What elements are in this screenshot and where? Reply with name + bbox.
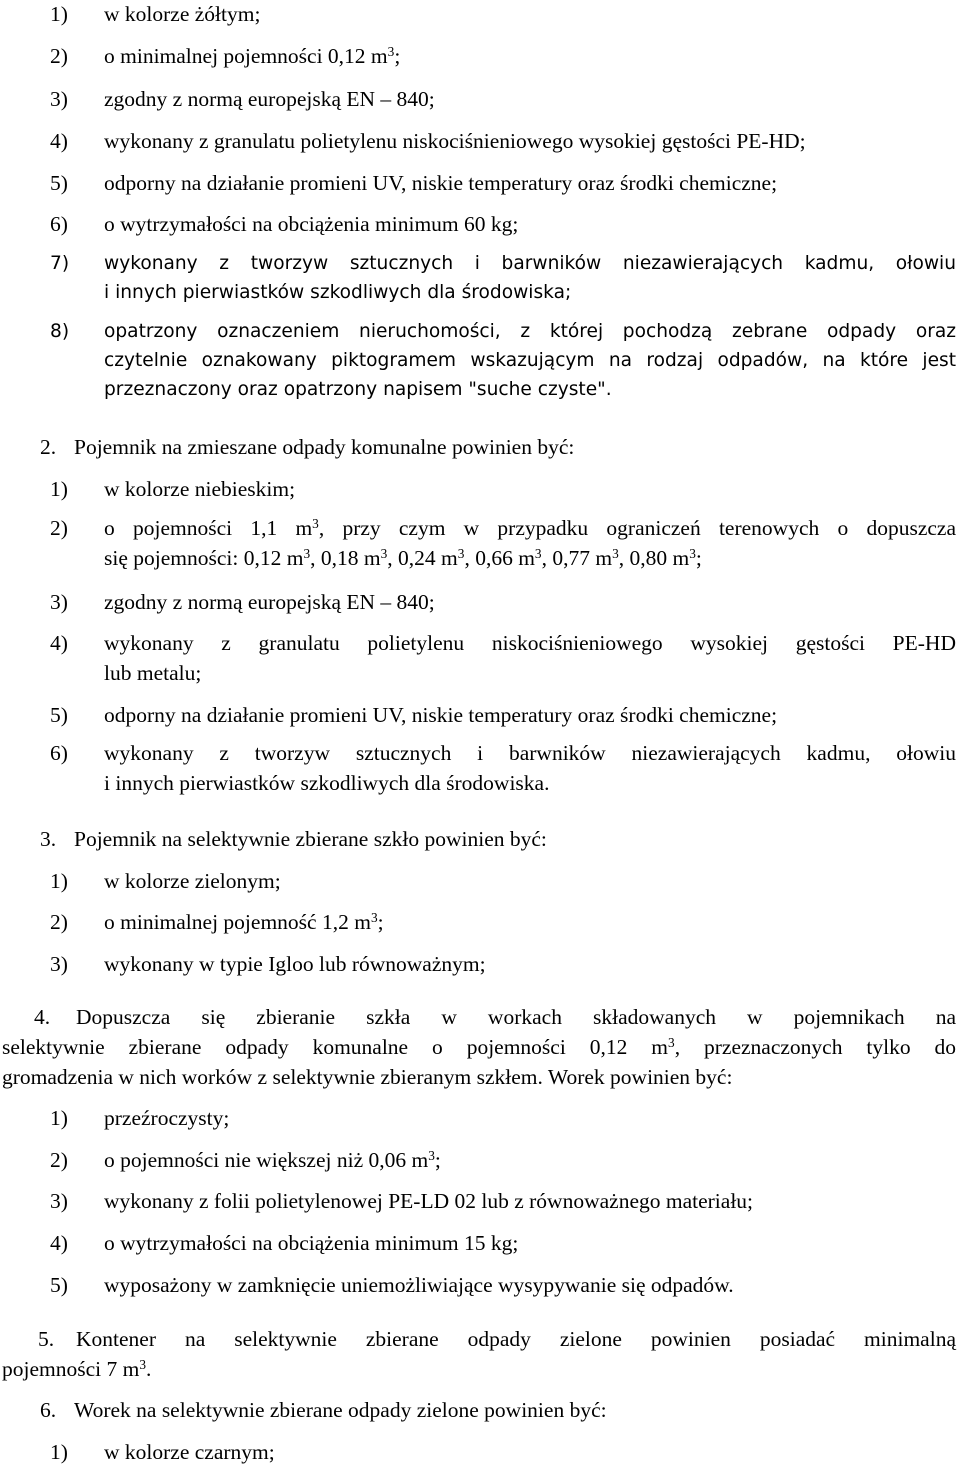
list-item-number: 3) [50, 590, 68, 614]
list-item-number: 6) [50, 741, 68, 765]
section-number: 3. [40, 827, 57, 851]
list-item-number: 6) [50, 212, 68, 236]
list-item-number: 5) [50, 703, 68, 727]
list-item-text: w kolorze niebieskim; [104, 477, 296, 501]
list-item-text-continued: przeznaczony oraz opatrzony napisem "suche czyste". [104, 379, 612, 400]
list-item-number: 3) [50, 87, 68, 111]
section-paragraph: Kontener na selektywnie zbierane odpady zielone powinien posiadać minimalną [76, 1327, 956, 1351]
list-item-text: w kolorze czarnym; [104, 1440, 275, 1464]
list-item-number: 1) [50, 1106, 68, 1130]
section-number: 2. [40, 435, 57, 459]
section-paragraph-continued: pojemności 7 $m^3$. [2, 1356, 152, 1381]
list-item-number: 7) [50, 253, 70, 274]
list-item-number: 1) [50, 1440, 68, 1464]
section-heading: Pojemnik na selektywnie zbierane szkło powinien być: [74, 827, 547, 851]
list-item-number: 2) [50, 516, 68, 540]
list-item-text-continued: czytelnie oznakowany piktogramem wskazującym na rodzaj odpadów, na które jest [104, 350, 956, 371]
list-item-text: odporny na działanie promieni UV, niskie temperatury oraz środki chemiczne; [104, 703, 778, 727]
list-item-text: wykonany z tworzyw sztucznych i barwników niezawierających kadmu, ołowiu [104, 253, 956, 274]
list-item-number: 5) [50, 1273, 68, 1297]
list-item-text: przeźroczysty; [104, 1106, 230, 1130]
list-item-number: 1) [50, 477, 68, 501]
section-number: 4. [34, 1005, 51, 1029]
list-item-text: o pojemności nie większej niż 0,06 $m^3$; [104, 1147, 441, 1172]
section-number: 6. [40, 1398, 57, 1422]
section-paragraph: Dopuszcza się zbieranie szkła w workach składowanych w pojemnikach na [76, 1005, 956, 1029]
list-item-text: w kolorze zielonym; [104, 869, 281, 893]
list-item-number: 4) [50, 129, 68, 153]
list-item-text: wykonany z tworzyw sztucznych i barwników niezawierających kadmu, ołowiu [104, 741, 956, 765]
list-item-text-continued: i innych pierwiastków szkodliwych dla środowiska. [104, 771, 550, 795]
list-item-number: 3) [50, 1189, 68, 1213]
list-item-text-continued: i innych pierwiastków szkodliwych dla środowiska; [104, 282, 572, 303]
list-item-number: 4) [50, 1231, 68, 1255]
list-item-number: 4) [50, 631, 68, 655]
list-item-number: 3) [50, 952, 68, 976]
list-item-text: wykonany w typie Igloo lub równoważnym; [104, 952, 486, 976]
list-item-text: wykonany z granulatu polietylenu niskociśnieniowego wysokiej gęstości PE-HD [104, 631, 956, 655]
list-item-number: 2) [50, 910, 68, 934]
list-item-number: 2) [50, 1148, 68, 1172]
list-item-text: wykonany z folii polietylenowej PE-LD 02 lub z równoważnego materiału; [104, 1189, 754, 1213]
list-item-number: 5) [50, 171, 68, 195]
section-heading: Pojemnik na zmieszane odpady komunalne powinien być: [74, 435, 575, 459]
section-paragraph-continued: gromadzenia w nich worków z selektywnie zbieranym szkłem. Worek powinien być: [2, 1065, 733, 1089]
list-item-text: wykonany z granulatu polietylenu niskociśnieniowego wysokiej gęstości PE-HD; [104, 129, 806, 153]
list-item-number: 2) [50, 44, 68, 68]
list-item-text-continued: się pojemności: 0,12 $m^3$, 0,18 $m^3$, 0,24 $m^3$, 0,66 $m^3$, 0,77 $m^3$, 0,80 $m^3$; [104, 545, 702, 570]
list-item-text: zgodny z normą europejską EN – 840; [104, 590, 435, 614]
list-item-text: o pojemności 1,1 $m^3$, przy czym w przypadku ograniczeń terenowych o dopuszcza [104, 515, 956, 540]
list-item-text: zgodny z normą europejską EN – 840; [104, 87, 435, 111]
section-number: 5. [38, 1327, 55, 1351]
list-item-text: opatrzony oznaczeniem nieruchomości, z której pochodzą zebrane odpady oraz [104, 321, 956, 342]
list-item-number: 1) [50, 2, 68, 26]
list-item-text-continued: lub metalu; [104, 661, 202, 685]
section-heading: Worek na selektywnie zbierane odpady zielone powinien być: [74, 1398, 607, 1422]
list-item-text: odporny na działanie promieni UV, niskie temperatury oraz środki chemiczne; [104, 171, 778, 195]
list-item-text: o wytrzymałości na obciążenia minimum 15 kg; [104, 1231, 519, 1255]
list-item-text: o minimalnej pojemność 1,2 $m^3$; [104, 909, 384, 934]
list-item-number: 8) [50, 321, 70, 342]
list-item-text: w kolorze żółtym; [104, 2, 261, 26]
section-paragraph-continued: selektywnie zbierane odpady komunalne o pojemności 0,12 $m^3$, przeznaczonych tylko do [2, 1034, 957, 1059]
list-item-text: wyposażony w zamknięcie uniemożliwiające wysypywanie się odpadów. [104, 1273, 734, 1297]
list-item-text: o minimalnej pojemności 0,12 $m^3$; [104, 43, 401, 68]
list-item-number: 1) [50, 869, 68, 893]
list-item-text: o wytrzymałości na obciążenia minimum 60 kg; [104, 212, 519, 236]
